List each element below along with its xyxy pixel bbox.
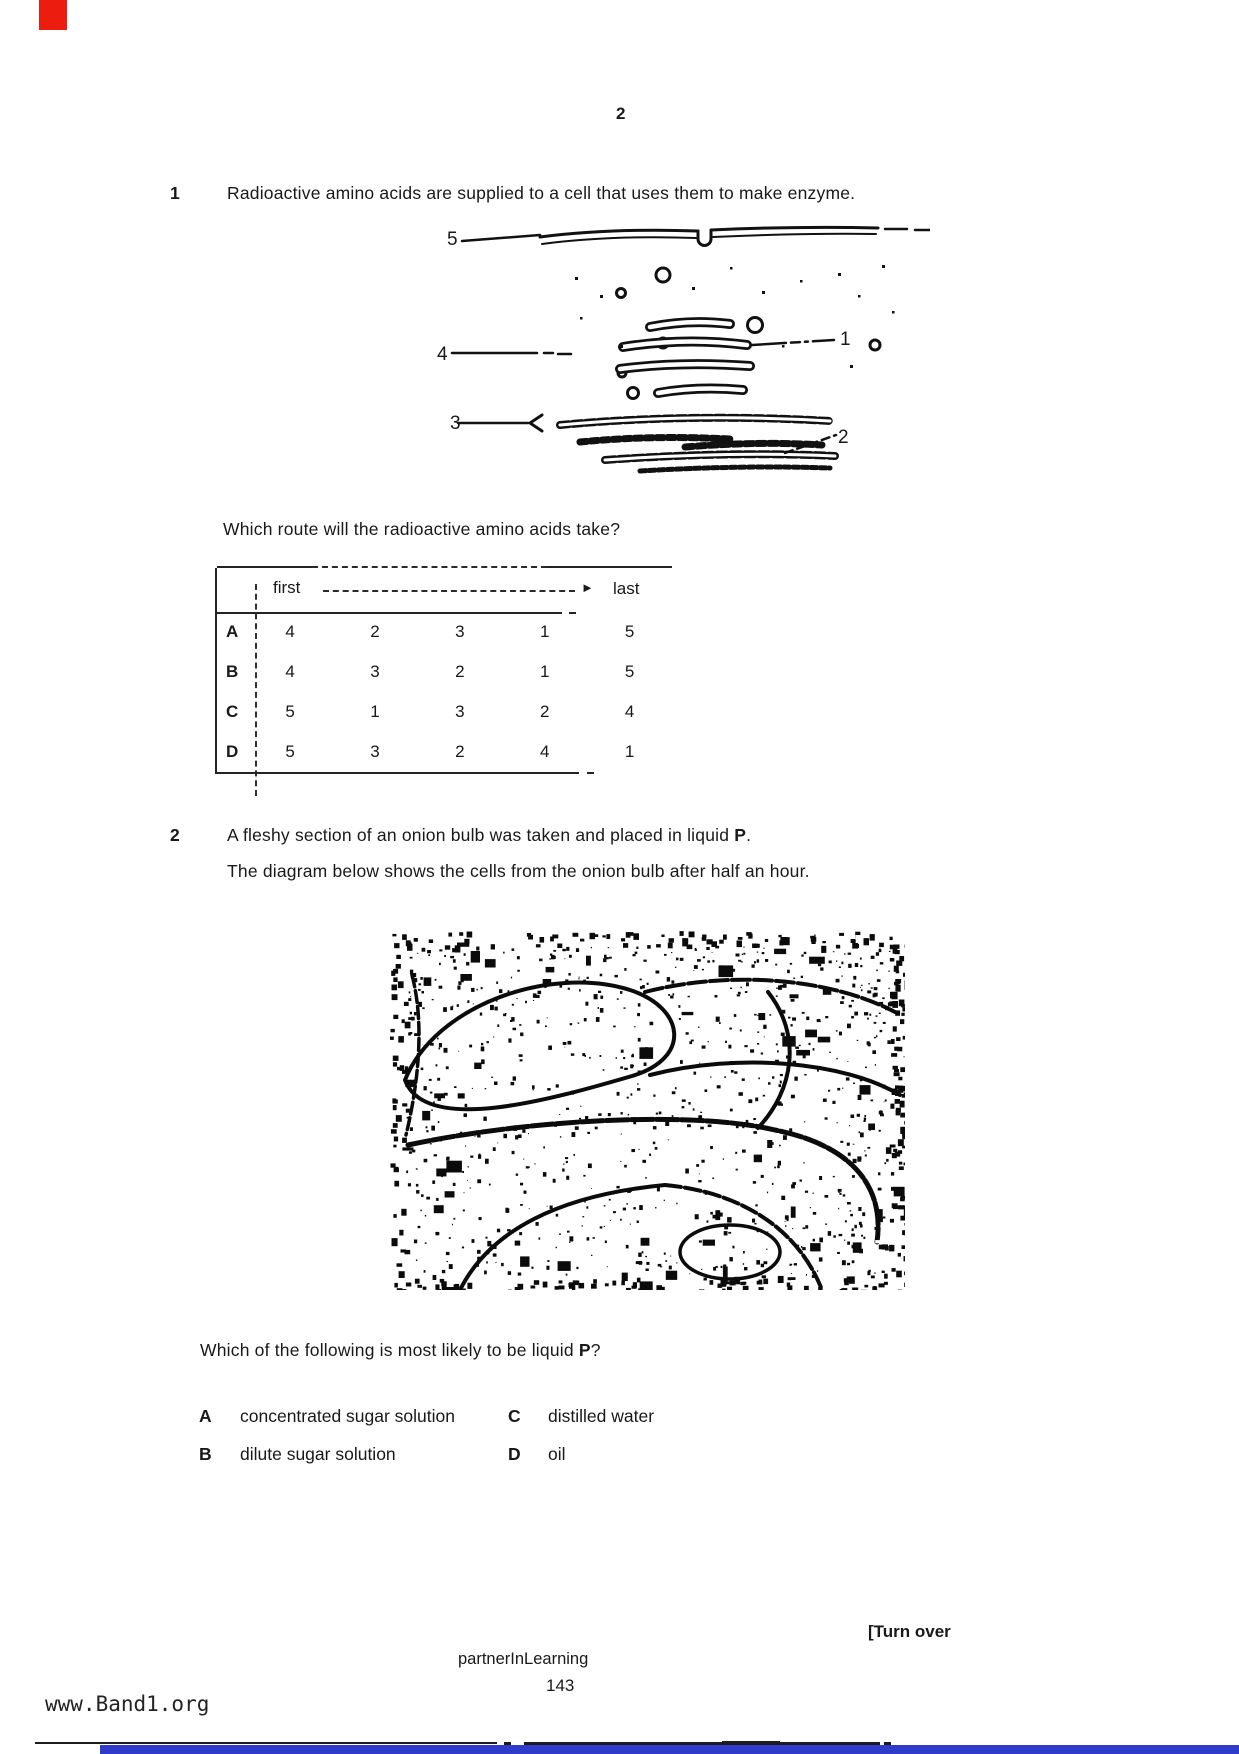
first-to-last-dashed-line: [323, 590, 575, 592]
row-cell: 3: [370, 662, 380, 681]
diagram-label-3: 3: [450, 413, 462, 434]
q2-question-end: ?: [590, 1340, 601, 1360]
q2-stem-line2: The diagram below shows the cells from the onion bulb after half an hour.: [227, 861, 810, 881]
diagram-label-4: 4: [437, 344, 449, 365]
diagram-label-1: 1: [840, 329, 852, 350]
option-d-letter: D: [508, 1444, 521, 1464]
q1-number: 1: [170, 183, 180, 203]
table-header-last: last: [613, 579, 640, 598]
red-scan-mark: [39, 0, 67, 30]
row-cell: 1: [624, 742, 635, 761]
table-header-first: first: [273, 578, 301, 597]
row-cell: 2: [539, 702, 550, 721]
q2-question-text: Which of the following is most likely to be liquid: [200, 1340, 579, 1360]
row-cell: 4: [539, 742, 550, 761]
cell-diagram-drawing: [430, 225, 930, 487]
table-row: [217, 732, 672, 772]
page-number: 2: [616, 104, 626, 123]
row-cell: 2: [455, 662, 465, 681]
row-cell: 3: [370, 742, 380, 761]
bottom-dashed-line: [35, 1742, 497, 1744]
q2-stem-line1-end: .: [746, 825, 752, 845]
option-d-text: oil: [548, 1444, 566, 1464]
row-cell: 1: [539, 622, 550, 641]
footer-page-number: 143: [546, 1676, 575, 1695]
row-cell: 1: [539, 662, 550, 681]
blue-scan-bar: [100, 1745, 1239, 1754]
row-letter: C: [226, 702, 239, 721]
routes-table: [215, 568, 672, 774]
diagram-label-2: 2: [838, 427, 850, 448]
row-cell: 4: [624, 702, 635, 721]
table-header-row: [217, 568, 672, 612]
row-cell: 1: [370, 702, 380, 721]
row-letter: A: [226, 622, 239, 641]
row-cell: 5: [624, 662, 635, 681]
diagram-label-5: 5: [447, 229, 459, 250]
q2-stem-line1: [227, 825, 751, 846]
row-cell: 2: [455, 742, 465, 761]
option-b-text: dilute sugar solution: [240, 1444, 396, 1464]
row-cell: 3: [455, 622, 465, 641]
row-letter: B: [226, 662, 239, 681]
partner-in-learning-label: partnerInLearning: [458, 1650, 589, 1668]
option-c-text: distilled water: [548, 1406, 655, 1426]
table-border-bottom-dot: [587, 772, 594, 774]
table-row: [217, 692, 672, 732]
q2-number: 2: [170, 825, 180, 845]
onion-cells-drawing: [390, 930, 905, 1290]
q2-question: [200, 1340, 601, 1361]
table-border-bottom: [217, 772, 579, 774]
q2-stem-line1-text: A fleshy section of an onion bulb was taken and placed in liquid: [227, 825, 735, 845]
row-cell: 4: [285, 622, 295, 641]
cell-diagram: [430, 225, 930, 487]
row-cell: 5: [624, 622, 635, 641]
turn-over-label: [Turn over: [868, 1622, 951, 1641]
liquid-p-label: P: [734, 825, 747, 845]
q1-stem: Radioactive amino acids are supplied to a cell that uses them to make enzyme.: [227, 183, 856, 203]
first-last-arrow-icon: ►: [581, 580, 594, 595]
row-cell: 5: [285, 742, 295, 761]
row-cell: 5: [285, 702, 295, 721]
q1-question: Which route will the radioactive amino acids take?: [223, 519, 621, 539]
row-letter: D: [226, 742, 239, 761]
liquid-p-label: P: [578, 1340, 591, 1360]
option-a-text: concentrated sugar solution: [240, 1406, 455, 1426]
row-cell: 2: [370, 622, 380, 641]
row-cell: 3: [455, 702, 465, 721]
onion-cells-image: [390, 930, 905, 1290]
option-c-letter: C: [508, 1406, 521, 1426]
option-b-letter: B: [199, 1444, 212, 1464]
website-label: www.Band1.org: [45, 1692, 210, 1716]
option-a-letter: A: [199, 1406, 212, 1426]
table-row: [217, 652, 672, 692]
row-cell: 4: [285, 662, 295, 681]
table-row: [217, 612, 672, 652]
